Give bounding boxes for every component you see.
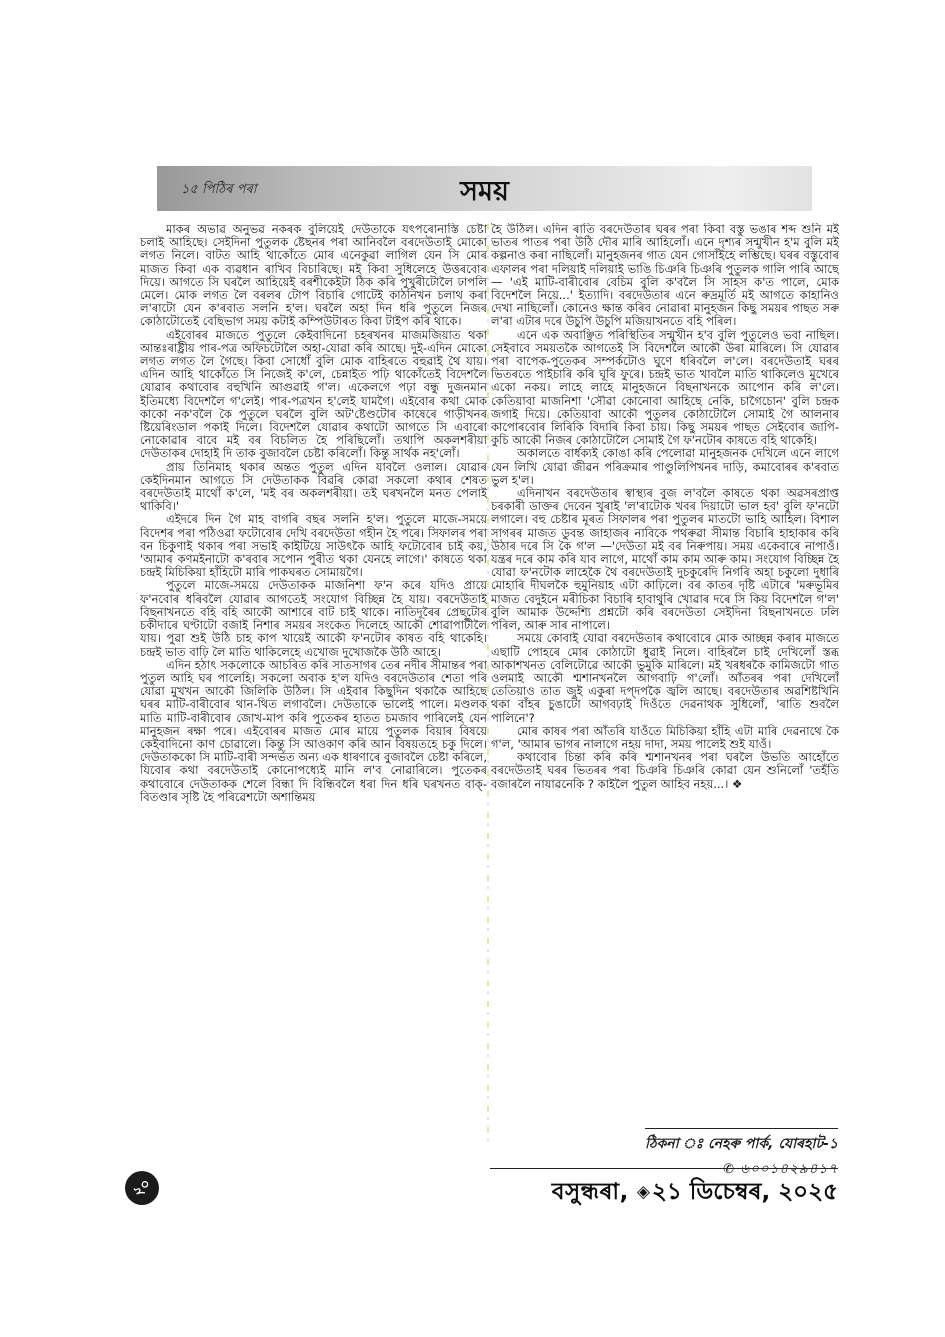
- article-paragraph: এইবোৰৰ মাজতে পুতুলে কেইবাদিনো চহৰখনৰ মাজমজিয়াত থকা আন্তঃৰাষ্ট্ৰীয় পাৰ-পত্ৰ অফিচটোলৈ অহা-যোৱা কৰি আছে। দুই-এদিন মোকো লগত লগত লৈ গৈছে। কিবা সোধোঁ বুলি মোক বাহিৰতে বহুৱাই থৈ যায়। এদিন আহি থাকোঁতে সি নিজেই ক'লে, চেন্নাইত পঢ়ি থাকোঁতেই বিদেশলৈ যোৱাৰ কথাবোৰ বহুখিনি আগুৱাই গ'ল। একেলগে পঢ়া বন্ধু দুজনমান ইতিমধ্যে বিদেশলৈ গ'লেই। পাৰ-পত্ৰখন হ'লেই যামগৈ। এইবোৰ কথা মোক কাকো নক'বলৈ কৈ পুতুলে ঘৰলৈ বুলি অট'ষ্টেণ্ডটোৰ কাষেৰে গাড়ীখনৰ ষ্টিয়েৰিংডাল পকাই দিলে। বিদেশলৈ যোৱাৰ কথাটো আগতে সি এবাৰো নোকোৱাৰ বাবে মই বৰ বিচলিত হৈ পৰিছিলোঁ। তথাপি অকলশৰীয়া দেউতাকৰ দোহাই দি তাক বুজাবলৈ চেষ্টা কৰিলোঁ। কিন্তু সাৰ্থক নহ'লোঁ।: [140, 327, 487, 461]
- article-paragraph: পুতুলে মাজে-সময়ে দেউতাকক মাজনিশা ফ'ন কৰে যদিও প্ৰায়ে ফ'নবোৰ ধৰিবলৈ যোৱাৰ আগতেই সংযোগ বিচ্ছিন্ন হৈ যায়। বৰদেউতাই বিছনাখনতে বহি বহি আকৌ আশাৰে বাট চাই থাকে। নাতিদূৰৈৰ প্ৰেছটোৰ চকীদাৰে ঘণ্টাটো বজাই নিশাৰ সময়ৰ সংকেত দিলেহে আকৌ শোৱাপাটীলৈ যায়। পুৱা শুই উঠি চাহ কাপ খায়েই আকৌ ফ'নটোৰ কাষত বহি থাকেহি। চন্দ্ৰই ভাত বাঢ়ি লৈ মাতি থাকিলেহে এখোজ দুখোজকৈ উঠি আহে।: [140, 578, 487, 659]
- column-gutter-artifact: [487, 224, 489, 1144]
- article-paragraph: প্ৰায় তিনিমাহ থকাৰ অন্তত পুতুল এদিন যাবলৈ ওলাল। যোৱাৰ কেইদিনমান আগতে সি দেউতাকক বিৱৰি কোৱা সকলো কথাৰ শেষত বৰদেউতাই মাথোঁ ক'লে, 'মই বৰ অকলশৰীয়া। তই ঘৰখনলৈ মনত পেলাই থাকিবি।': [140, 459, 487, 514]
- article-paragraph: এনে এক অবাঞ্ছিত পৰিস্থিতিৰ সন্মুখীন হ'ব বুলি পুতুলেও ভবা নাছিল। সেইবাবে সময়তকৈ আগতেই সি বিদেশলৈ আকৌ উৰা মাৰিলে। সি যোৱাৰ পৰা বাপেক-পুতেকৰ সম্পৰ্কটোও ঘুণে ধৰিবলৈ ল'লে। বৰদেউতাই ঘৰৰ ভিতৰতে পাইচাৰি কৰি ঘূৰি ফুৰে। চন্দ্ৰই ভাত খাবলৈ মাতি থাকিলেও মুখেৰে একো নকয়। লাহে লাহে মানুহজনে বিছনাখনকে আপোন কৰি ল'লে। কেতিয়াবা মাজনিশা 'সৌৱা কোনোবা আহিছে নেকি, চাগৈচোন' বুলি চন্দ্ৰক জগাই দিয়ে। কেতিয়াবা আকৌ পুতুলৰ কোঠাটোলৈ সোমাই গৈ আলনাৰ কাপোৰবোৰ লিৰিকি বিদাৰি কিবা চায়। কিছু সময়ৰ পাছত সেইবোৰ জাপি-কুচি আকৌ নিজৰ কোঠাটোলৈ সোমাই গৈ ফ'নটোৰ কাষতে বহি থাকেহি।: [491, 327, 839, 448]
- section-header-bar: [157, 166, 812, 211]
- author-address: ঠিকনা ঃ নেহৰু পাৰ্ক, যোৰহাট-১: [645, 1128, 838, 1156]
- publication-date: ২১ ডিচেম্বৰ, ২০২৫: [651, 1179, 838, 1205]
- article-column-left: [140, 223, 487, 1155]
- article-paragraph: অকালতে বাৰ্ধক্যই কোঙা কৰি পেলোৱা মানুহজনক দেখিলে এনে লাগে যেন লিখি যোৱা জীৱন পৰিক্ৰমাৰ পাণ্ডুলিপিখনৰ দাড়ি, কমাবোৰৰ ক'ৰবাত ভুল হ'ল।: [491, 446, 839, 487]
- article-paragraph: হৈ উঠিল। এদিন ৰাতি বৰদেউতাৰ ঘৰৰ পৰা কিবা বস্তু ভঙাৰ শব্দ শুনি মই ভাতৰ পাতৰ পৰা উঠি দৌৰ মাৰি আহিলোঁ। এনে দৃশ্যৰ সন্মুখীন হ'ম বুলি মই কল্পনাও কৰা নাছিলোঁ। মানুহজনৰ গাত যেন গোসাঁইহে লম্ভিছে। ঘৰৰ বস্তুবোৰ এফালৰ পৰা দলিয়াই দলিয়াই ভাঙি চিঞৰি চিঞৰি পুতুলক গালি পাৰি আছে— 'এই মাটি-বাৰীবোৰ বেচিম বুলি ক'বলৈ সি সাহস ক'ত পালে, মোক বিদেশলৈ নিয়ে...' ইত্যাদি। বৰদেউতাৰ এনে ৰুদ্ৰমূৰ্তি মই আগতে কাহানিও দেখা নাছিলোঁ। কোনেও ক্ষান্ত কৰিব নোৱাৰা মানুহজন কিছু সময়ৰ পাছত সৰু ল'ৰা এটাৰ দৰে উচুপি উচুপি মজিয়াখনতে বহি পৰিল।: [491, 223, 839, 329]
- publication-name: বসুন্ধৰা,: [551, 1179, 629, 1205]
- article-paragraph: এইদৰে দিন গৈ মাহ বাগৰি বছৰ সলনি হ'ল। পুতুলে মাজে-সময়ে বিদেশৰ পৰা পঠিওৱা ফটোবোৰ দেখি বৰদেউতা গহীন হৈ পৰে। সিফালৰ পৰা বন চিকুণাই থকাৰ পৰা সভাই কাইটিয়ে সাউৎকৈ আহি ফটোবোৰ চাই কয়, 'আমাৰ কণমইনাটো ক'ৰবাৰ সপোন পুৰীত থকা যেনহে লাগে।' কাষতে থকা চন্দ্ৰই মিচিকিয়া হাঁহিটো মাৰি পাকঘৰত সোমায়গৈ।: [140, 512, 487, 580]
- section-title: সময়: [460, 176, 509, 207]
- article-paragraph: এদিন হঠাৎ সকলোকে আচৰিত কৰি সাতসাগৰ তেৰ নদীৰ সীমান্তৰ পৰা পুতুল আহি ঘৰ পালেহি। সকলো অবাক হ'ল যদিও বৰদেউতাৰ শেতা পৰি যোৱা মুখখন আকৌ জিলিকি উঠিল। সি এইবাৰ কিছুদিন থকাকৈ আহিছে ঘৰৰ মাটি-বাৰীবোৰ থান-থিত লগাবলৈ। দেউতাকে ভালেই পালে। মণ্ডলক মাতি মাটি-বাৰীবোৰ জোখ-মাপ কৰি পুতেকৰ হাতত চমজাব পাৰিলেই যেন মানুহজন ৰক্ষা পৰে। এইবোৰৰ মাজত মোৰ মায়ে পুতুলক বিয়াৰ বিষয়ে কেইবাদিনো কাণ চোৱালে। কিন্তু সি আওকাণ কৰি আন বিষয়তহে চকু দিলে। দেউতাককো সি মাটি-বাৰী সন্দৰ্ভত অন্য এক ধাৰণাৰে বুজাবলৈ চেষ্টা কৰিলে, যিবোৰ কথা বৰদেউতাই কোনোপধ্যেই মানি ল'ব নোৱাৰিলে। পুতেকৰ কথাবোৰে দেউতাকক শেলে বিন্ধা দি বিন্ধিবলৈ ধৰা দিন ধৰি ঘৰখনত বাক্-বিতণ্ডাৰ সৃষ্টি হৈ পৰিৱেশটো অশান্তিময়: [140, 657, 487, 804]
- page-number: ২০: [129, 1175, 155, 1201]
- article-paragraph: সময়ে কোবাই যোৱা বৰদেউতাৰ কথাবোৰে মোক আচ্ছন্ন কৰাৰ মাজতে এছাটি পোহৰে মোৰ কোঠাটো ধুৱাই নিলে। বাহিৰলৈ চাই দেখিলোঁ স্তব্ধ আকাশখনত বেলিটোৱে আকৌ ভুমুকি মাৰিলে। মই খৰধৰকৈ কামিজটো গাত ওলমাই আকৌ শ্মশানখনলৈ আগবাঢ়ি গ'লোঁ। আঁতৰৰ পৰা দেখিলোঁ তেতিয়াও তাত জুই একুৰা দপ্‌দপকৈ জ্বলি আছে। বৰদেউতাৰ অৱশিষ্টখিনি থকা বাঁহৰ চুঙাটো আগবঢ়াই দিওঁতে দেৱনাথক সুধিলোঁ, 'ৰাতি শুবলৈ পালিনে'?: [491, 631, 839, 725]
- continued-from-label: ১৫ পিঠিৰ পৰা: [181, 182, 257, 197]
- phone-number: ৬০০১৪২৯৪১৭: [740, 1161, 838, 1177]
- diamond-ornament-icon: ◈: [636, 1182, 650, 1202]
- article-paragraph: মাকৰ অভাৱ অনুভৱ নকৰক বুলিয়েই দেউতাকে যৎপৰোনাস্তি চেষ্টা চলাই আহিছে। সেইদিনা পুতুলক ষ্টেছনৰ পৰা আনিবলৈ বৰদেউতাই মোকো লগত নিলে। বাটত আহি থাকোঁতে মোৰ এনেকুৱা লাগিল যেন সি মোৰ মাজত কিবা এক ব্যৱধান ৰাখিব বিচাৰিছে। মই কিবা সুধিলেহে উত্তৰবোৰ দিয়ে। আগতে সি ঘৰলৈ আহিয়েই বৰশীকেইটা ঠিক কৰি পুখুৰীটোলৈ ঢাপলি মেলে। মোক লগত লৈ বৰলৰ টোপ বিচাৰি গোটেই কাঠনিখন চলাথ কৰা ল'ৰাটো যেন ক'ৰবাত সলনি হ'ল। ঘৰলৈ অহা দিন ধৰি পুতুলে নিজৰ কোঠাটোতেই বেছিভাগ সময় কটাই কম্পিউটাৰত কিবা টাইপ কৰি থাকে।: [140, 223, 487, 329]
- article-paragraph: কথাবোৰ চিন্তা কৰি কৰি শ্মশানখনৰ পৰা ঘৰলৈ উভতি আহোঁতে বৰদেউতাই ঘৰৰ ভিতৰৰ পৰা চিঞৰি চিঞৰি কোৱা যেন শুনিলোঁ 'তহঁতি বজাৰলৈ নাযাৱনেকি ? কাইলৈ পুতুল আহিব নহয়...। ❖: [491, 750, 839, 791]
- article-paragraph: মোৰ কাষৰ পৰা আঁতৰি যাওঁতে মিচিকিয়া হাঁহি এটা মাৰি দেৱনাথে কৈ গ'ল, 'আমাৰ ভাগৰ নালাগে নহয় দাদা, সময় পালেই শুই যাওঁ।: [491, 723, 839, 751]
- publication-dateline: [490, 1168, 838, 1212]
- page-number-badge: [125, 1171, 159, 1205]
- article-paragraph: এদিনাখন বৰদেউতাৰ স্বাস্থ্যৰ বুজ ল'বলৈ কাষতে থকা অৱসৰপ্ৰাপ্ত চৰকাৰী ডাক্তৰ দেবেন খুৰাই 'ল'ৰাটোক খবৰ দিয়াটো ভাল হব' বুলি ফ'নটো লগালে। বহু চেষ্টাৰ মূৰত সিফালৰ পৰা পুতুলৰ মাতটো ভাহি আহিল। বিশাল সাগৰৰ মাজত ডুবন্ত জাহাজৰ নাবিকে পথৰুৱা সীমান্ত বিচাৰি হাহাকাৰ কৰি উঠাৰ দৰে সি কৈ গ'ল —'দেউতা মই বৰ নিৰুপায়। সময় একেবাৰে নাপাওঁ। যন্ত্ৰৰ দৰে কাম কৰি যাব লাগে, মাথোঁ কাম কাম আৰু কাম। সংযোগ বিচ্ছিন্ন হৈ যোৱা ফ'নটোক লাহেকৈ থৈ বৰদেউতাই দুচকুৰেদি নিগৰি অহা চকুলো দুধাৰি মোহাৰি দীঘলকৈ হুমুনিয়াহ এটা কাঢ়িলে। বৰ কাতৰ দৃষ্টি এটাৰে 'মৰুভূমিৰ মাজত বেদুইনে মৰীচিকা বিচাৰি হাবাথুৰি খোৱাৰ দৰে সি কিয় বিদেশলৈ গ'ল' বুলি আমাক উদ্দেশ্যি প্ৰশ্নটো কৰি বৰদেউতা সেইদিনা বিছনাখনতে ঢলি পৰিল, আৰু সাৰ নাপালে।: [491, 486, 839, 633]
- phone-icon: ✆: [723, 1162, 735, 1177]
- article-column-right: [491, 223, 839, 1131]
